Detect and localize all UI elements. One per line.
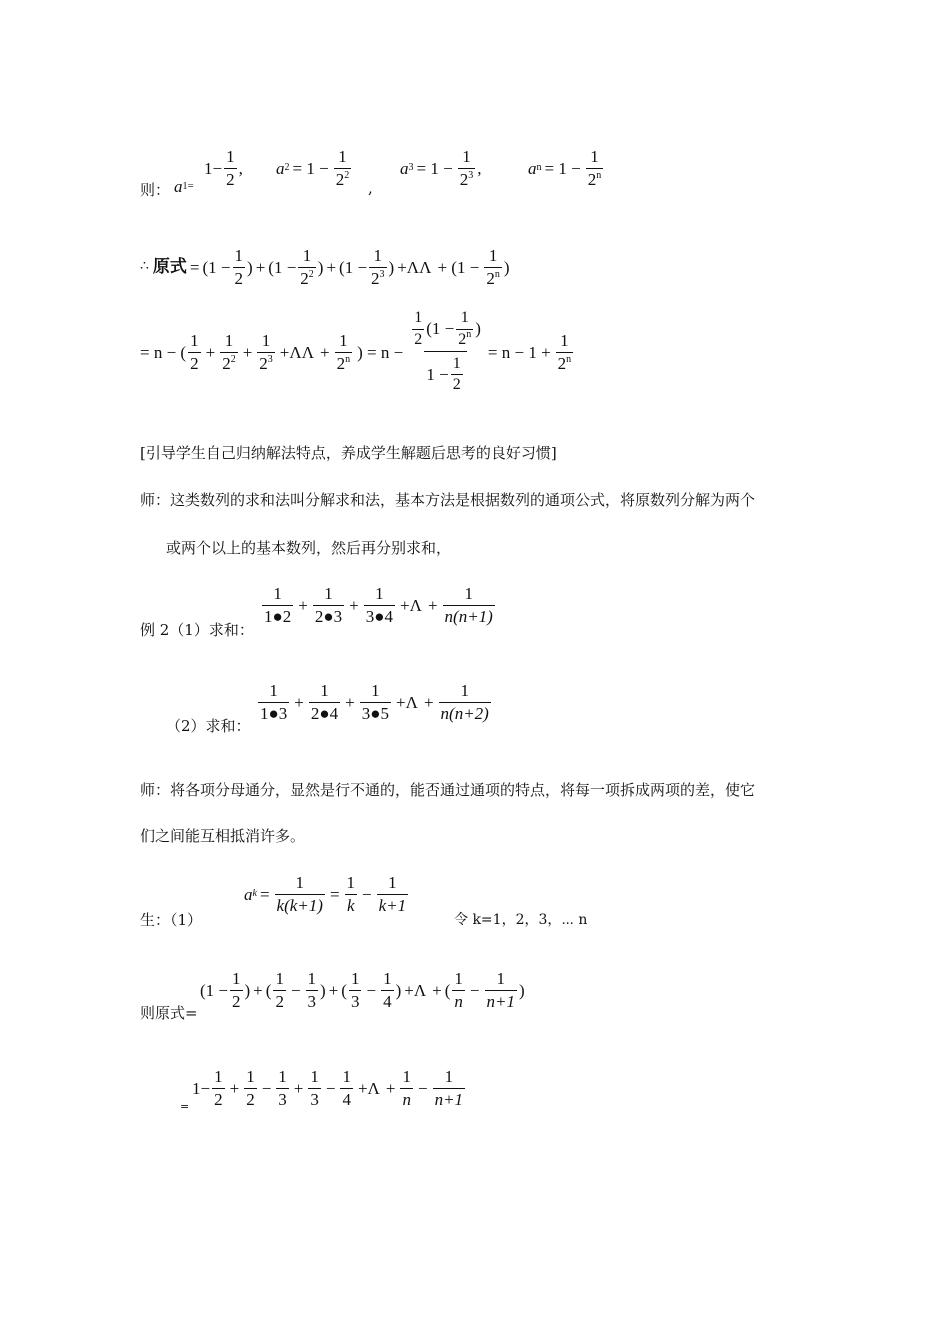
teacher-hint-line2: 们之间能互相抵消许多。	[140, 827, 306, 845]
index-range-note: 令 k=1，2，3，⋯ n	[454, 912, 588, 928]
an-expression: a n = 1 − $\frac{1}{2^n}$	[528, 147, 602, 189]
a1-expression: 1− $\frac{1}{2}$ ,	[204, 147, 243, 189]
telescoping-expansion: (1 − $\frac{1}{2}$ ) + ( $\frac{1}{2}$ − $\frac{1}{3}$ ) + ( $\frac{1}{3}$ − $\frac{1}{4}$ ) +Λ + ( $\frac{1}{n}$ − $\frac{1}{n+1}$ )	[200, 969, 525, 1011]
telescoped-sum: 1− $\frac{1}{2}$ + $\frac{1}{2}$ − $\frac{1}{3}$ + $\frac{1}{3}$ − $\frac{1}{4}$ +Λ + $\frac{1}{n}$ − $\frac{1}{n+1}$	[192, 1067, 464, 1109]
teacher-hint-line1: 师：将各项分母通分，显然是行不通的，能否通过通项的特点，将每一项拆成两项的差，使它	[140, 781, 756, 799]
then-label: 则：	[140, 181, 171, 199]
equals-sign: =	[180, 1100, 190, 1113]
a2-expression: a 2 = 1 − $\frac{1}{2^2}$	[276, 147, 350, 189]
comma: ,	[368, 179, 373, 197]
guidance-note: [引导学生自己归纳解法特点，养成学生解题后思考的良好习惯]	[140, 444, 557, 462]
original-sum-line: ∴ 原式 = (1 − $\frac{1}{2}$ ) + (1 − $\frac{1}{2^2}$ ) + (1 − $\frac{1}{2^3}$ ) +ΛΛ + (1 − $\frac{1}{2^n}$ )	[140, 246, 510, 288]
example2-part2-label: （2）求和：	[166, 717, 251, 735]
example2-part1-label: 例 2（1）求和：	[140, 621, 254, 639]
general-term-decomposition: a k = $\frac{1}{k(k+1)}$ = $\frac{1}{k}$ − $\frac{1}{k+1}$	[244, 873, 407, 915]
teacher-explanation-line2: 或两个以上的基本数列，然后再分别求和，	[166, 539, 452, 557]
then-original-label: 则原式=	[140, 1004, 198, 1022]
student-label: 生：（1）	[140, 911, 203, 929]
example2-part2-sum: $\frac{1}{1●3}$ + $\frac{1}{2●4}$ + $\frac{1}{3●5}$ +Λ + $\frac{1}{n(n+2)}$	[260, 681, 489, 723]
simplification-line: = n − ( $\frac{1}{2}$ + $\frac{1}{2^2}$ + $\frac{1}{2^3}$ +ΛΛ + $\frac{1}{2^n}$ ) = n − $\frac{1}{2}$ (1 − $\frac{1}{2^n}$ ) 1 − $\frac{1}{2}$ = n − 1 + $\frac{1}{2^n}$	[140, 309, 572, 394]
a3-expression: a 3 = 1 − $\frac{1}{2^3}$ ,	[400, 147, 482, 189]
teacher-explanation-line1: 师：这类数列的求和法叫分解求和法，基本方法是根据数列的通项公式，将原数列分解为两个	[140, 491, 756, 509]
example2-part1-sum: $\frac{1}{1●2}$ + $\frac{1}{2●3}$ + $\frac{1}{3●4}$ +Λ + $\frac{1}{n(n+1)}$	[264, 584, 493, 626]
a1-symbol: a 1 =	[174, 177, 194, 196]
